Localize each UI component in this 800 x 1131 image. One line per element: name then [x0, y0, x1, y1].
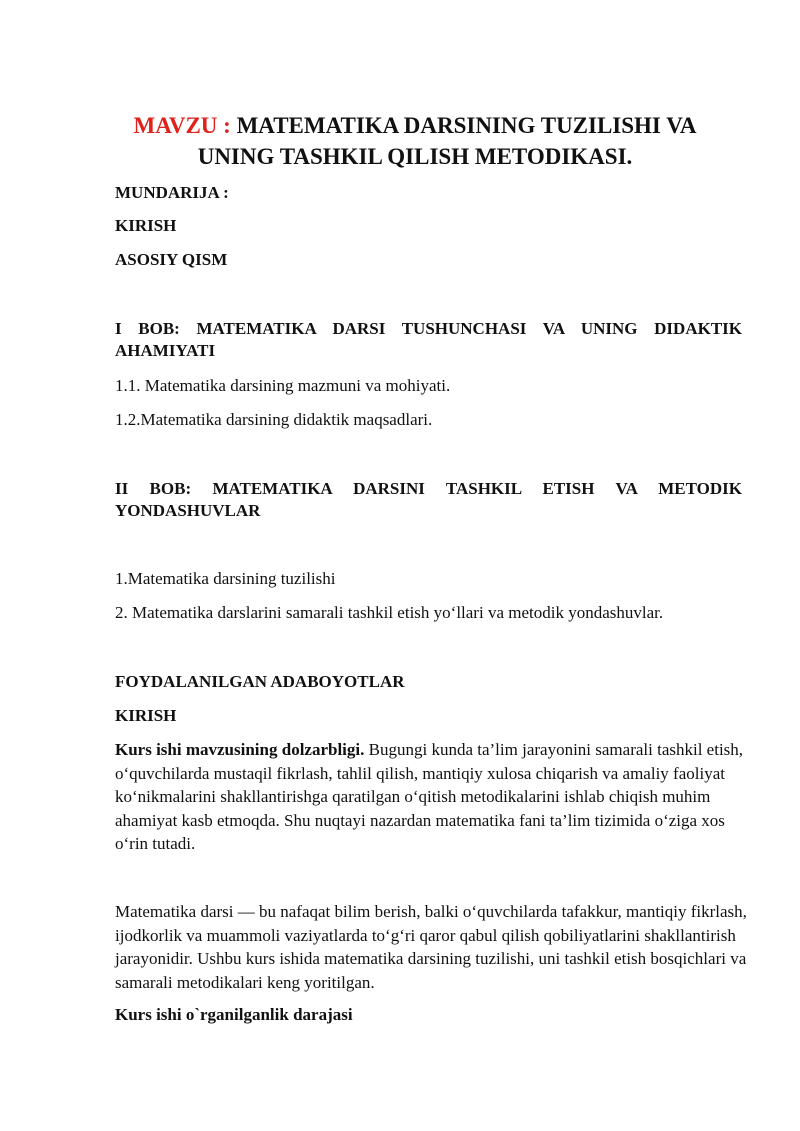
title-line2: UNING TASHKIL QILISH METODIKASI.: [197, 144, 633, 169]
title-line1: MATEMATIKA DARSINING TUZILISHI VA: [236, 113, 697, 138]
study-level-heading: Kurs ishi o`rganilganlik darajasi: [115, 1005, 353, 1024]
chapter1-title: I BOB: MATEMATIKA DARSI TUSHUNCHASI VA UNING DIDAKTIK AHAMIYATI: [115, 319, 742, 360]
chapter1-item-2: 1.2.Matematika darsining didaktik maqsadlari.: [115, 410, 433, 429]
relevance-label: Kurs ishi mavzusining dolzarbligi.: [115, 740, 365, 759]
chapter2-item-2: 2. Matematika darslarini samarali tashkil etish yo‘llari va metodik yondashuvlar.: [115, 603, 664, 622]
intro-paragraph-2: Matematika darsi — bu nafaqat bilim berish, balki o‘quvchilarda tafakkur, mantiqiy fikrlash, ijodkorlik va muammoli vaziyatlarda to‘g‘ri qaror qabul qilish qobiliyatlarini shakllantirish jarayonidir. Ushbu kurs ishida matematika darsining tuzilishi, uni tashkil etish bosqichlari va samarali metodikalari keng yoritilgan.: [115, 902, 747, 992]
intro-heading: KIRISH: [115, 706, 177, 725]
toc-references: FOYDALANILGAN ADABOYOTLAR: [115, 672, 405, 691]
toc-intro: KIRISH: [115, 216, 177, 235]
relevance-paragraph: [115, 738, 755, 856]
title-lead: MAVZU :: [133, 113, 231, 138]
document-title: [100, 110, 730, 172]
chapter1-item-1: 1.1. Matematika darsining mazmuni va mohiyati.: [115, 376, 451, 395]
chapter2-item-1: 1.Matematika darsining tuzilishi: [115, 569, 336, 588]
toc-heading: MUNDARIJA :: [115, 183, 229, 202]
relevance-text: Bugungi kunda ta’lim jarayonini samarali tashkil etish, o‘quvchilarda mustaqil fikrlash, tahlil qilish, mantiqiy xulosa chiqarish va amaliy faoliyat ko‘nikmalarini shakllantirishga qaratilgan o‘qitish metodikalarini ishlab chiqish muhim ahamiyat kasb etmoqda. Shu nuqtayi nazardan matematika fani ta’lim tizimida o‘ziga xos o‘rin tutadi.: [115, 740, 744, 853]
toc-main-part: ASOSIY QISM: [115, 250, 228, 269]
chapter2-title: II BOB: MATEMATIKA DARSINI TASHKIL ETISH VA METODIK YONDASHUVLAR: [115, 479, 742, 520]
